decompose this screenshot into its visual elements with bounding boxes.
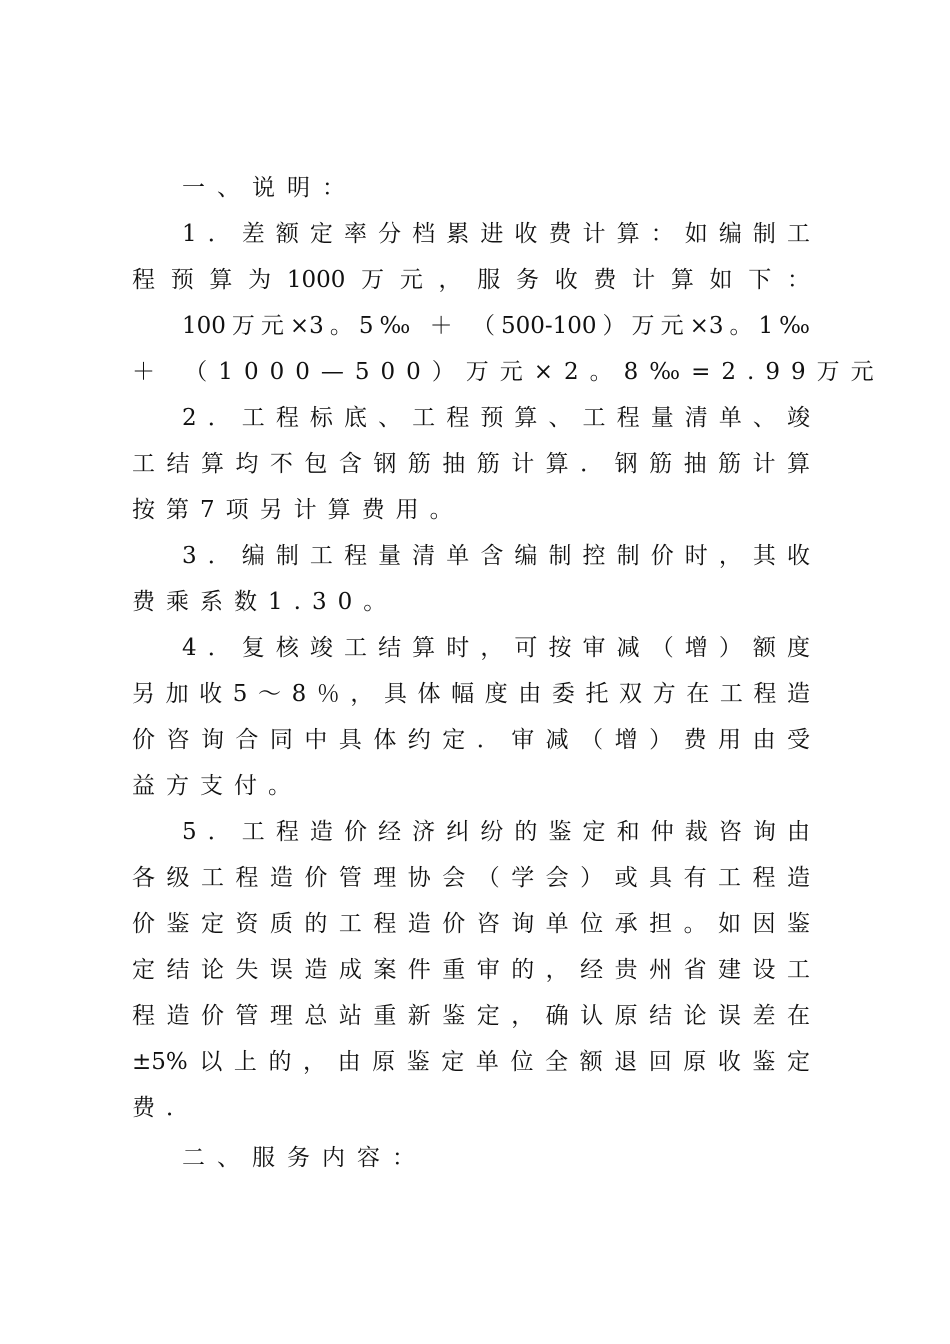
paragraph-line: 定结论失误造成案件重审的，经贵州省建设工: [132, 957, 810, 983]
paragraph-line: 程预算为1000万元，服务收费计算如下：: [132, 267, 810, 293]
paragraph-line: 益方支付。: [132, 773, 302, 799]
paragraph-line: 工结算均不包含钢筋抽筋计算．钢筋抽筋计算: [132, 451, 810, 477]
paragraph-line: 费．: [132, 1095, 200, 1121]
paragraph-line: 价鉴定资质的工程造价咨询单位承担。如因鉴: [132, 911, 810, 937]
section-heading-service-content: 二、服务内容：: [182, 1145, 427, 1171]
section-heading-explanation: 一、说明：: [182, 175, 357, 201]
paragraph-line: 2．工程标底、工程预算、工程量清单、竣: [182, 405, 810, 431]
paragraph-line: 3．编制工程量清单含编制控制价时，其收: [182, 543, 810, 569]
formula-line: 100万元×3。5‰ ＋ （500-100）万元×3。1‰: [182, 313, 810, 339]
paragraph-line: 1．差额定率分档累进收费计算：如编制工: [182, 221, 810, 247]
paragraph-line: 4．复核竣工结算时，可按审减（增）额度: [182, 635, 810, 661]
paragraph-line: 价咨询合同中具体约定．审减（增）费用由受: [132, 727, 810, 753]
paragraph-line: 各级工程造价管理协会（学会）或具有工程造: [132, 865, 810, 891]
paragraph-line: ±5%以上的，由原鉴定单位全额退回原收鉴定: [132, 1049, 810, 1075]
paragraph-line: 费乘系数1.30。: [132, 589, 398, 615]
paragraph-line: 程造价管理总站重新鉴定，确认原结论误差在: [132, 1003, 810, 1029]
paragraph-line: 5．工程造价经济纠纷的鉴定和仲裁咨询由: [182, 819, 810, 845]
paragraph-line: 按第7项另计算费用。: [132, 497, 464, 523]
formula-line: ＋ （1000—500）万元×2。8‰=2.99万元: [132, 359, 885, 385]
paragraph-line: 另加收5～8％，具体幅度由委托双方在工程造: [132, 681, 810, 707]
